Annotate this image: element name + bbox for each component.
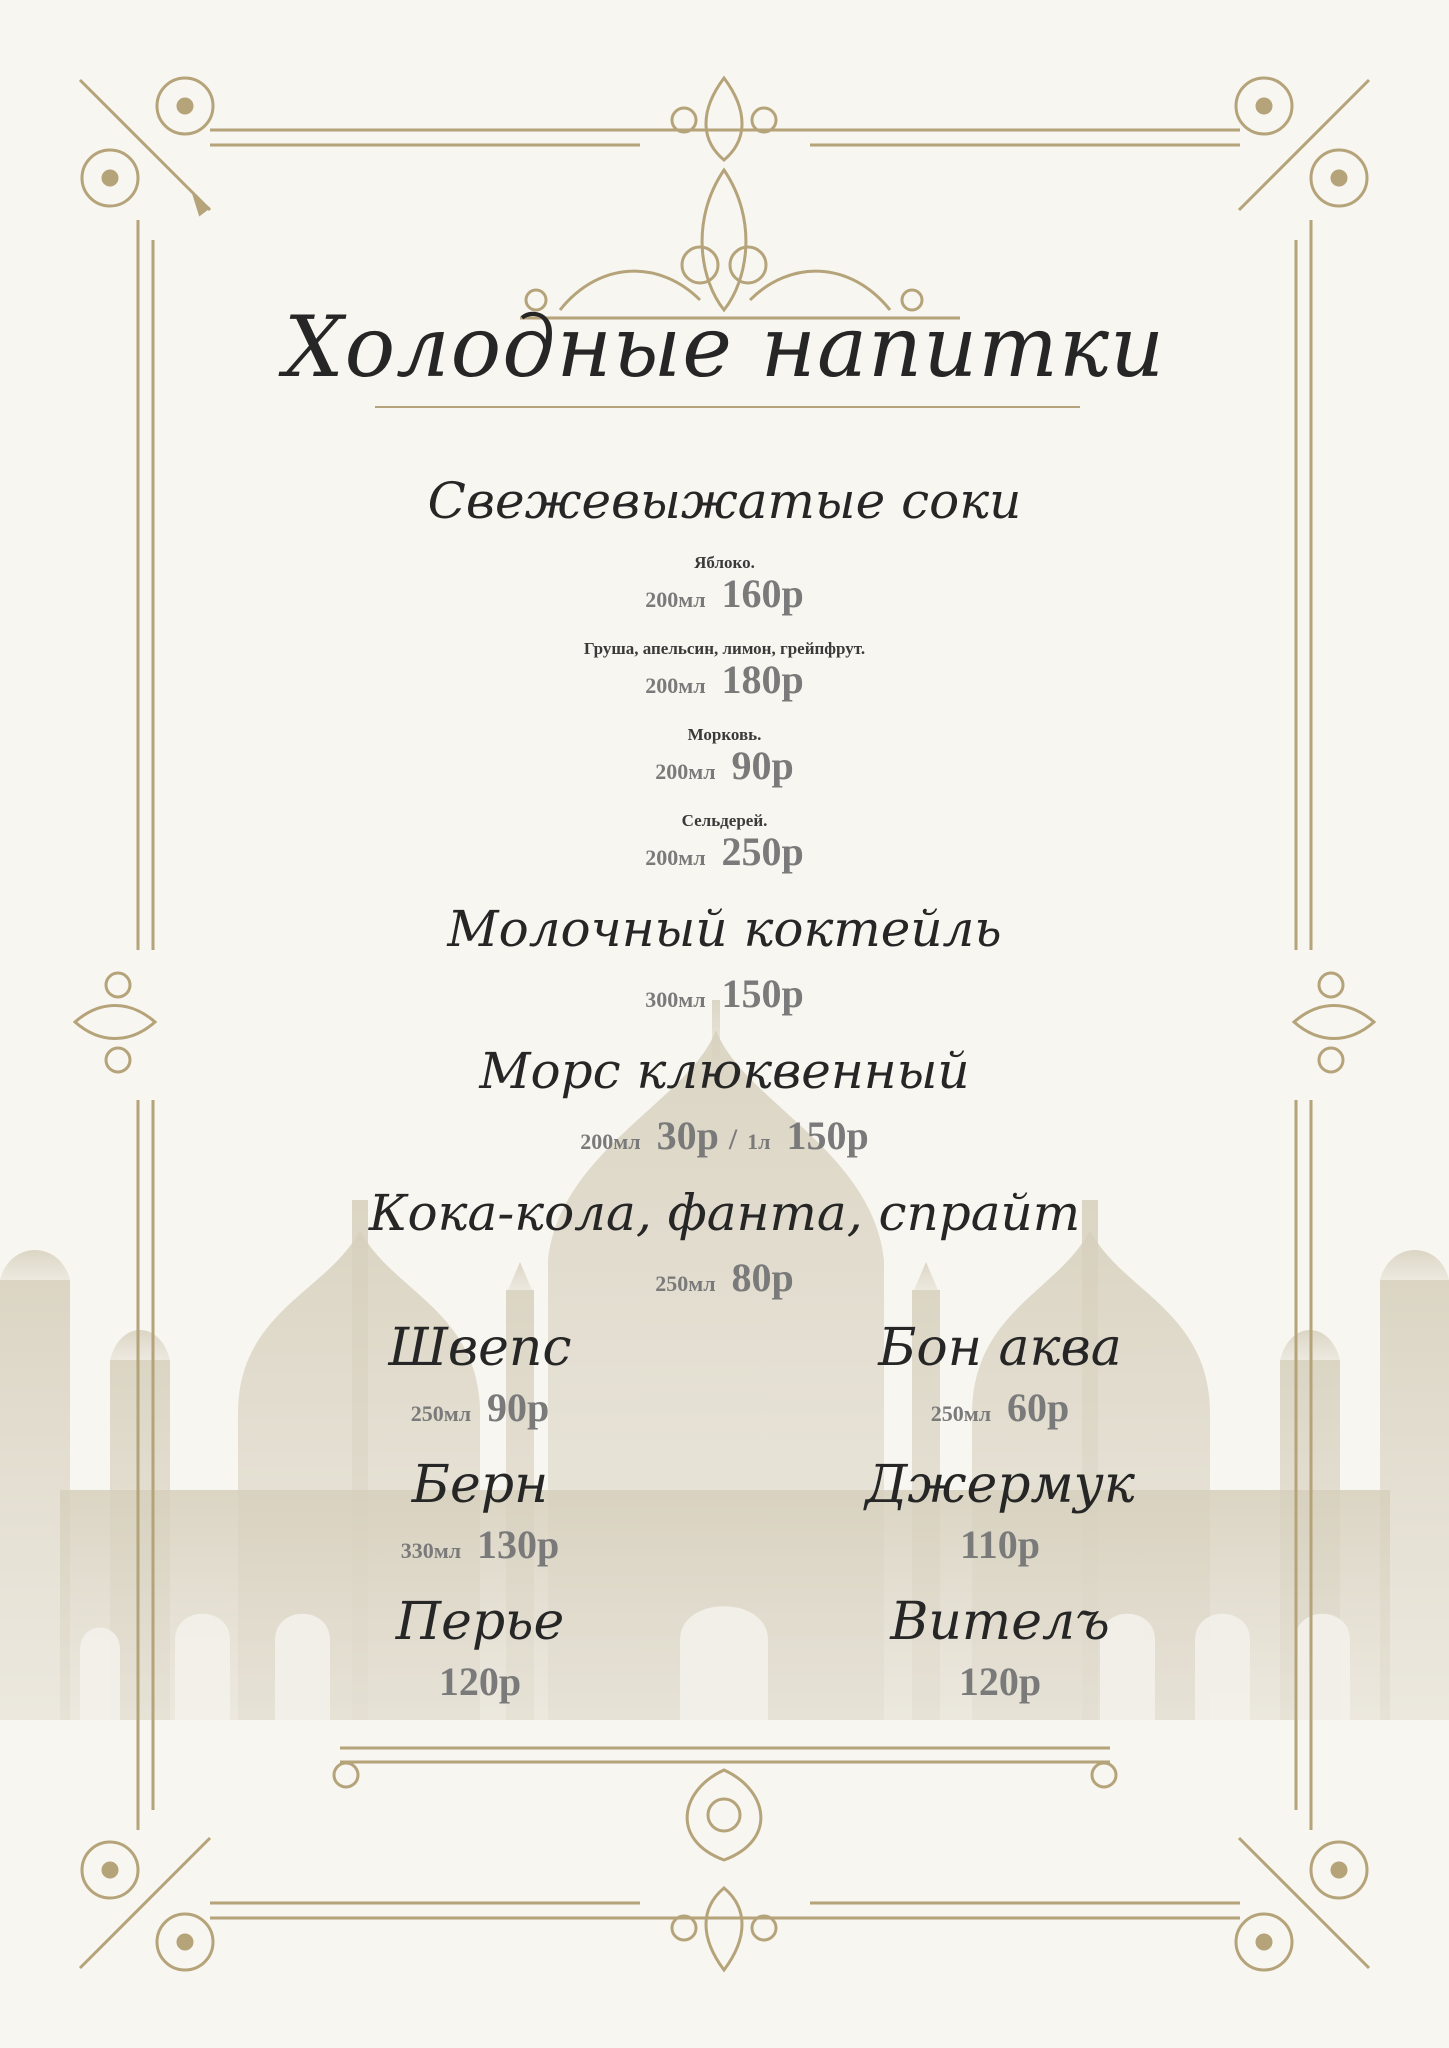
menu-item-price-line [0, 656, 1449, 703]
item-volume: 200мл [645, 587, 706, 612]
item-price: 250р [721, 829, 804, 874]
item-volume: 1л [747, 1129, 771, 1154]
item-volume: 250мл [930, 1401, 992, 1426]
menu-item-price-line [320, 1521, 640, 1568]
menu-item-price-line [0, 970, 1449, 1017]
item-volume: 250мл [410, 1401, 472, 1426]
menu-item-bern [320, 1455, 640, 1568]
item-name: Швепс [388, 1318, 572, 1378]
price-separator: / [728, 1123, 738, 1156]
item-price: 130р [477, 1522, 560, 1567]
menu-item-price-line [840, 1384, 1160, 1431]
item-name: Бон аква [878, 1318, 1122, 1378]
item-price: 110р [959, 1522, 1041, 1567]
item-price: 180р [721, 657, 804, 702]
item-name: Перье [395, 1592, 565, 1652]
item-volume: 300мл [645, 987, 706, 1012]
item-volume: 200мл [580, 1129, 641, 1154]
item-volume: 330мл [400, 1538, 462, 1563]
item-price: 120р [438, 1659, 522, 1704]
menu-item-price-line [0, 570, 1449, 617]
menu-title: Холодные напитки [283, 298, 1166, 396]
section-heading-juices: Свежевыжатые соки [427, 472, 1022, 530]
item-price: 60р [1007, 1385, 1070, 1430]
menu-item-price-line [320, 1384, 640, 1431]
item-price: 90р [487, 1385, 550, 1430]
menu-item-price-line [0, 742, 1449, 789]
item-name: Вителъ [890, 1592, 1110, 1652]
menu-item-name: Яблоко. [694, 553, 755, 572]
item-name: Джермук [865, 1455, 1135, 1515]
menu-item-name: Груша, апельсин, лимон, грейпфрут. [583, 639, 866, 658]
menu-item-price-line [0, 1112, 1449, 1159]
section-heading-soda: Кока-кола, фанта, спрайт [368, 1184, 1081, 1242]
menu-item-price-line [320, 1658, 640, 1705]
item-price: 120р [958, 1659, 1042, 1704]
item-price: 150р [721, 971, 804, 1016]
menu-item-jermuk [840, 1455, 1160, 1568]
menu-item-name: Морковь. [687, 725, 762, 744]
item-volume: 200мл [655, 759, 716, 784]
item-name: Берн [411, 1455, 549, 1515]
item-volume: 250мл [655, 1271, 716, 1296]
menu-item-price-line [0, 1254, 1449, 1301]
item-price: 90р [731, 743, 794, 788]
menu-item-perrier [320, 1592, 640, 1705]
section-heading-mors: Морс клюквенный [479, 1042, 970, 1100]
item-volume: 200мл [645, 673, 706, 698]
menu-item-name: Сельдерей. [681, 811, 768, 830]
item-price: 80р [731, 1255, 794, 1300]
menu-item-schweppes [320, 1318, 640, 1431]
menu-item-price-line [840, 1521, 1160, 1568]
item-volume: 200мл [645, 845, 706, 870]
item-price: 160р [721, 571, 804, 616]
menu-item-vittel [840, 1592, 1160, 1705]
section-heading-milkshake: Молочный коктейль [447, 900, 1002, 958]
item-price: 30р [656, 1113, 719, 1158]
item-price: 150р [786, 1113, 869, 1158]
menu-item-price-line [840, 1658, 1160, 1705]
menu-item-price-line [0, 828, 1449, 875]
menu-item-bonaqua [840, 1318, 1160, 1431]
